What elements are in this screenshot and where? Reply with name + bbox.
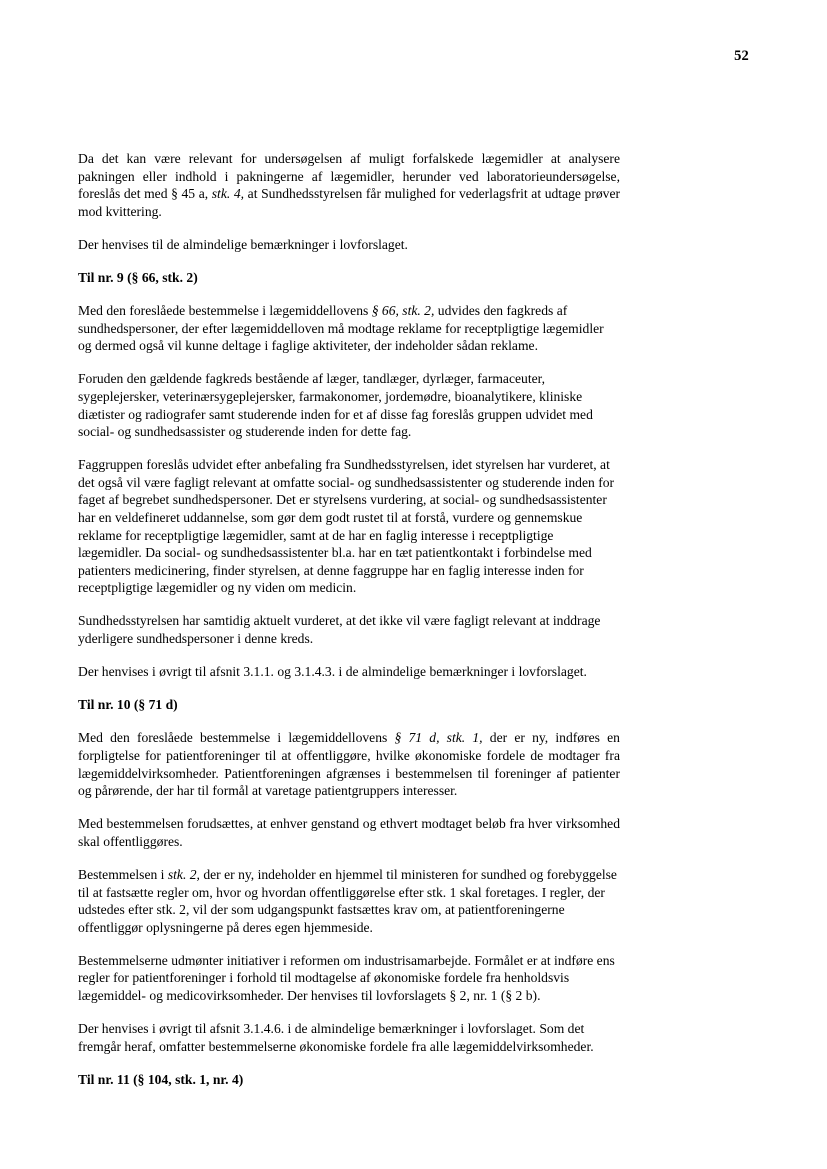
- text-run: Med den foreslåede bestemmelse i lægemiddellovens: [78, 730, 395, 746]
- text-run: stk. 4,: [211, 186, 245, 202]
- body-paragraph: [78, 456, 620, 597]
- text-run: Bestemmelserne udmønter initiativer i reformen om industrisamarbejde. Formålet er at indføre ens regler for patientforeninger i forhold til modtagelse af økonomiske fordele fra henholdsvis lægemiddel- og medicovirksomheder. Der henvises til lovforslagets § 2, nr. 1 (§ 2 b).: [78, 952, 615, 1003]
- body-paragraph: [78, 729, 620, 799]
- body-paragraph: [78, 1020, 620, 1055]
- text-run: § 66, stk. 2,: [371, 303, 435, 319]
- body-paragraph: [78, 370, 620, 440]
- text-run: stk. 2,: [167, 866, 200, 882]
- text-run: Der henvises til de almindelige bemærkninger i lovforslaget.: [78, 236, 408, 252]
- text-run: Der henvises i øvrigt til afsnit 3.1.4.6. i de almindelige bemærkninger i lovforslaget. Som det fremgår heraf, omfatter bestemmelserne økonomiske fordele fra alle lægemiddelvirksomheder.: [78, 1021, 594, 1054]
- text-run: Der henvises i øvrigt til afsnit 3.1.1. og 3.1.4.3. i de almindelige bemærkninger i lovforslaget.: [78, 664, 587, 680]
- body-paragraph: [78, 866, 620, 936]
- section-heading: [78, 1071, 620, 1089]
- body-paragraph: [78, 302, 620, 355]
- body-paragraph: [78, 952, 620, 1005]
- text-run: at Sundhedsstyrelsen får mulighed for vederlagsfrit at udtage prøver mod kvittering.: [78, 186, 621, 219]
- text-run: Sundhedsstyrelsen har samtidig aktuelt vurderet, at det ikke vil være fagligt relevant at inddrage yderligere sundhedspersoner i denne kreds.: [78, 613, 601, 647]
- body-paragraph: [78, 663, 620, 681]
- text-run: Bestemmelsen i: [78, 866, 168, 882]
- text-run: Til nr. 10 (§ 71 d): [78, 697, 178, 713]
- text-run: der er ny, indføres en forpligtelse for patientforeninger til at offentliggøre, hvilke økonomiske fordele de modtager fra lægemiddelvirksomheder. Patientforeningen afgrænses i bestemmelsen til foreninger af patienter og pårørende, der har til formål at varetage patientgruppers interesser.: [78, 730, 620, 799]
- section-heading: [78, 269, 620, 287]
- text-run: Da det kan være relevant for undersøgelsen af muligt forfalskede lægemidler at analysere pakningen eller indhold i pakningerne af lægemidler, herunder ved laboratorieundersøgelse, foreslås det med § 45 a,: [78, 151, 620, 202]
- text-run: Foruden den gældende fagkreds bestående af læger, tandlæger, dyrlæger, farmaceuter, sygeplejersker, veterinærsygeplejersker, farmakonomer, jordemødre, bioanalytikere, kliniske diætister og radiografer samt studerende inden for et af disse fag foreslås gruppen udvidet med social- og sundhedsassister og studerende inden for dette fag.: [78, 371, 593, 440]
- page-number: 52: [734, 48, 749, 64]
- text-run: der er ny, indeholder en hjemmel til ministeren for sundhed og forebyggelse til at fastsætte regler om, hvor og hvordan offentliggørelse efter stk. 1 skal foretages. I regler, der udstedes efter stk. 2, vil der som udgangspunkt fastsættes krav om, at patientforeningerne offentliggør oplysningerne på deres egen hjemmeside.: [78, 866, 617, 935]
- text-run: Med den foreslåede bestemmelse i lægemiddellovens: [78, 303, 372, 319]
- document-body: [78, 150, 620, 1104]
- section-heading: [78, 696, 620, 714]
- text-run: Faggruppen foreslås udvidet efter anbefaling fra Sundhedsstyrelsen, idet styrelsen har vurderet, at det også vil være fagligt relevant at omfatte social- og sundhedsassistenter og studerende inden for faget af begrebet sundhedspersoner. Det er styrelsens vurdering, at social- og sundhedsassistenter har en veldefineret uddannelse, som gør dem godt rustet til at forstå, vurdere og gennemskue reklame for receptpligtige lægemidler, samt at de har en faglig interesse i receptpligtige lægemidler. Da social- og sundhedsassistenter bl.a. har en tæt patientkontakt i forbindelse med patienters medicinering, finder styrelsen, at denne faggruppe har en faglig interesse inden for receptpligtige lægemidler og ny viden om medicin.: [78, 457, 615, 596]
- text-run: Til nr. 9 (§ 66, stk. 2): [78, 269, 198, 285]
- text-run: Med bestemmelsen forudsættes, at enhver genstand og ethvert modtaget beløb fra hver virksomhed skal offentliggøres.: [78, 816, 620, 849]
- text-run: Til nr. 11 (§ 104, stk. 1, nr. 4): [78, 1071, 244, 1087]
- body-paragraph: [78, 150, 620, 220]
- body-paragraph: [78, 612, 620, 647]
- body-paragraph: [78, 815, 620, 850]
- text-run: § 71 d, stk. 1,: [394, 730, 483, 746]
- body-paragraph: [78, 236, 620, 254]
- text-run: udvides den fagkreds af sundhedspersoner, der efter lægemiddelloven må modtage reklame for receptpligtige lægemidler og dermed også vil kunne deltage i faglige aktiviteter, der indeholder sådan reklame.: [78, 303, 604, 354]
